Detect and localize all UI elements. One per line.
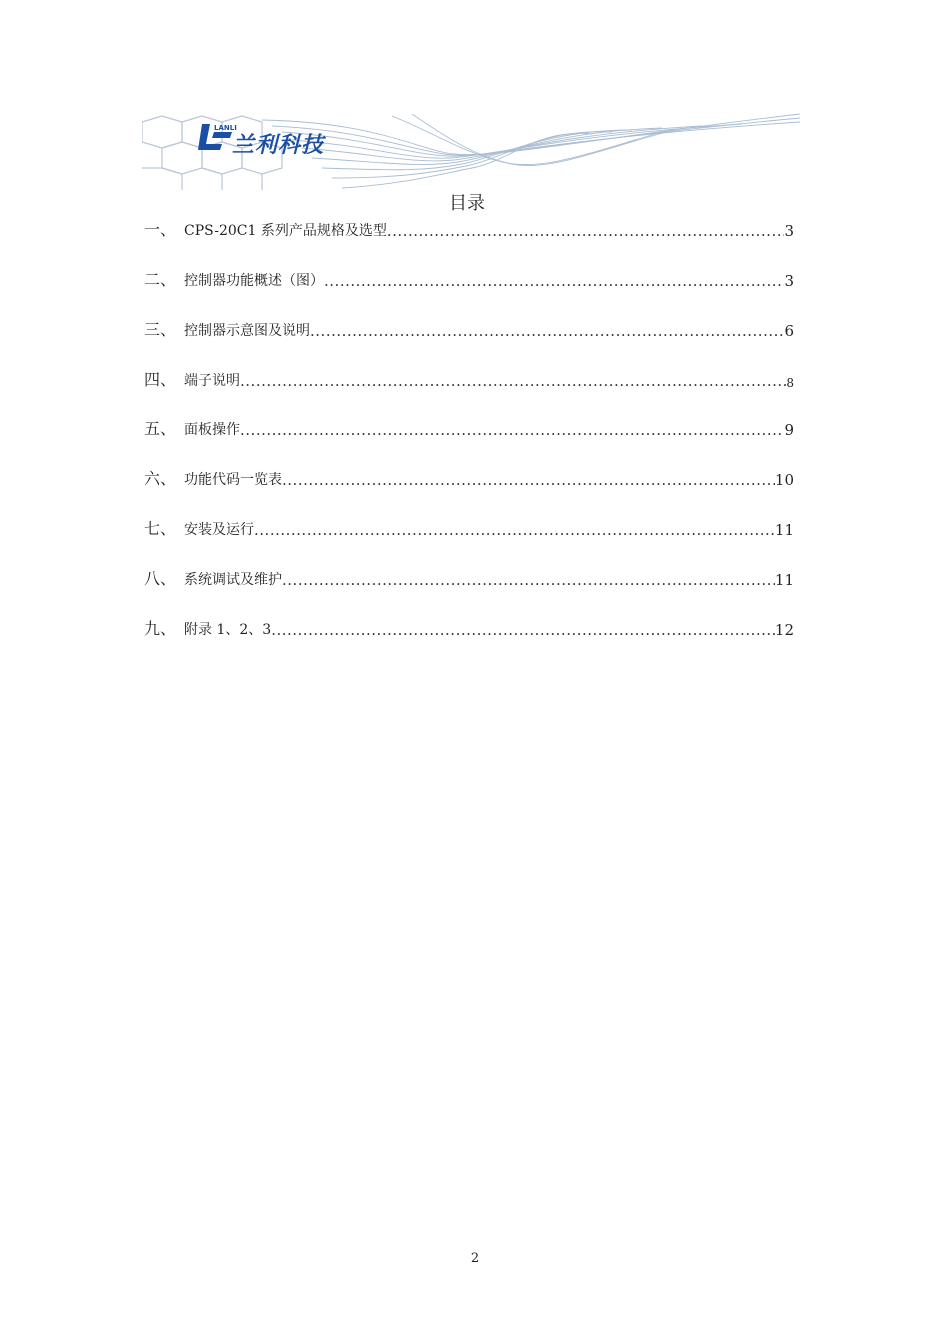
toc-entry-number: 四、 [144, 370, 177, 389]
toc-leader-dots [324, 272, 784, 290]
toc-entry[interactable] [144, 366, 794, 390]
toc-entry[interactable] [144, 415, 794, 439]
toc-entry-number: 五、 [144, 419, 177, 438]
toc-entry-number: 九、 [144, 619, 177, 638]
toc-leader-dots [387, 222, 785, 240]
toc-entry-page: 9 [784, 421, 794, 439]
toc-entry-page: 12 [774, 621, 794, 639]
toc-entry-label: 面板操作 [184, 422, 241, 438]
toc-entry-page: 6 [784, 322, 794, 340]
toc-entry-label: 附录 1、2、3 [184, 622, 272, 638]
toc-entry-label: 安装及运行 [184, 522, 255, 538]
page-number: 2 [470, 1251, 480, 1266]
toc-entry[interactable] [144, 266, 794, 290]
toc-title: 目录 [449, 193, 485, 214]
toc-entry-number: 一、 [144, 220, 177, 239]
toc-entry-page: 8 [786, 376, 794, 390]
toc-entry-label: 系统调试及维护 [184, 572, 283, 588]
toc-entry-label: 端子说明 [184, 373, 241, 389]
toc-entry[interactable] [144, 316, 794, 340]
toc-entry-number: 八、 [144, 569, 177, 588]
toc-entry-label: 控制器功能概述（图） [184, 273, 325, 289]
toc-leader-dots [254, 521, 775, 539]
toc-entry[interactable] [144, 216, 794, 240]
toc-entry[interactable] [144, 615, 794, 639]
logo-text: 兰利科技 [232, 133, 325, 158]
toc-entry-number: 二、 [144, 270, 177, 289]
toc-entry-number: 六、 [144, 469, 177, 488]
toc-leader-dots [240, 421, 784, 439]
toc-entry-label: 控制器示意图及说明 [184, 323, 311, 339]
toc-leader-dots [240, 372, 786, 390]
toc-entry[interactable] [144, 515, 794, 539]
toc-entry-page: 3 [784, 272, 794, 290]
toc-entry-label: 功能代码一览表 [184, 472, 283, 488]
toc-entry-label: CPS-20C1 系列产品规格及选型 [184, 223, 387, 239]
toc-entry-number: 七、 [144, 519, 177, 538]
toc-entry-page: 11 [774, 521, 794, 539]
toc-entry-page: 10 [774, 471, 794, 489]
toc-leader-dots [271, 621, 775, 639]
toc-entry-page: 11 [774, 571, 794, 589]
toc-leader-dots [282, 471, 775, 489]
toc-entry[interactable] [144, 565, 794, 589]
toc-entry-number: 三、 [144, 320, 177, 339]
logo-small-text: LANLI [214, 124, 237, 132]
toc-entry[interactable] [144, 465, 794, 489]
toc-entry-page: 3 [784, 222, 794, 240]
toc-leader-dots [310, 322, 784, 340]
toc-leader-dots [282, 571, 775, 589]
